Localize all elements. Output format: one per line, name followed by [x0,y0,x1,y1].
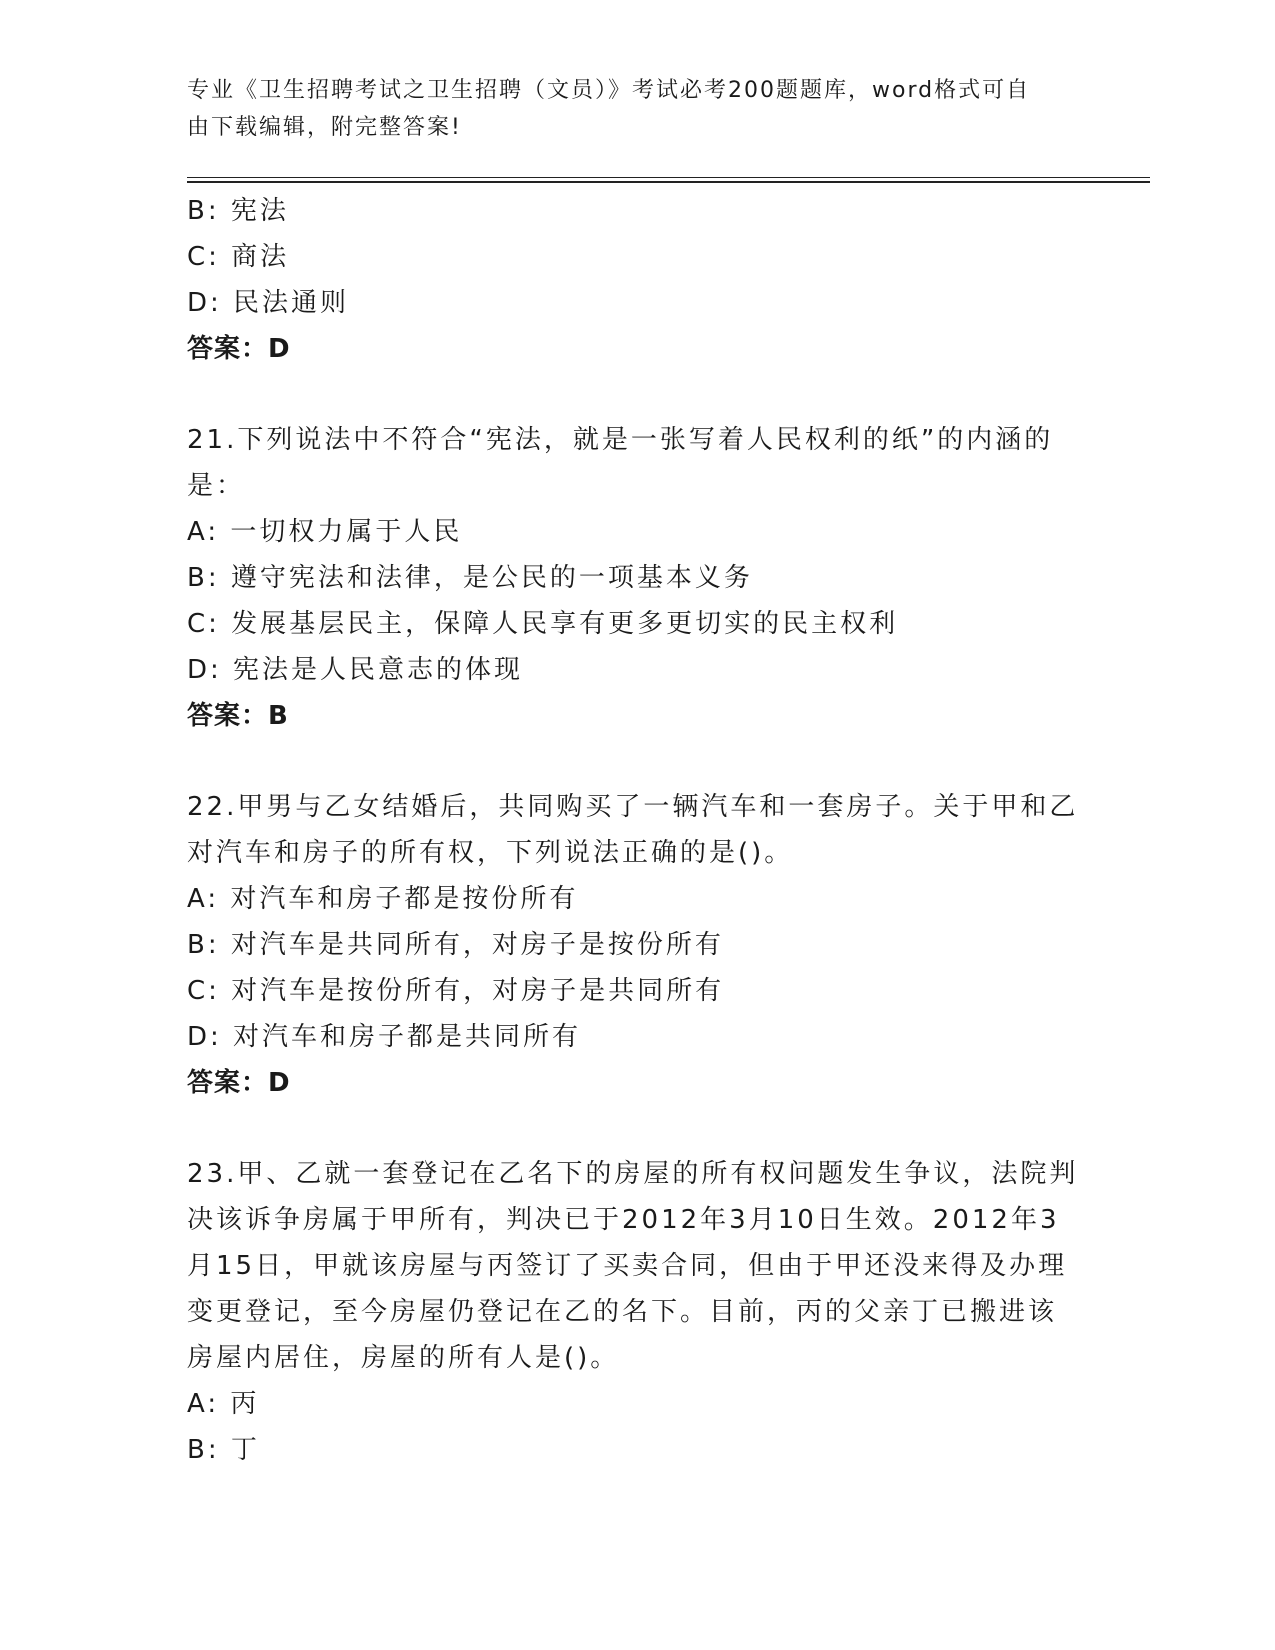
question-stem-line: 23.甲、乙就一套登记在乙名下的房屋的所有权问题发生争议，法院判 [187,1159,1079,1189]
answer-line: 答案：D [187,1068,291,1098]
question-stem-line: 对汽车和房子的所有权，下列说法正确的是()。 [187,838,794,868]
question-stem-line: 变更登记，至今房屋仍登记在乙的名下。目前，丙的父亲丁已搬进该 [187,1297,1058,1327]
answer-line: 答案：D [187,334,291,364]
question-20-tail [187,188,1067,372]
option-b: B: 遵守宪法和法律，是公民的一项基本义务 [187,563,753,593]
option-c: C: 发展基层民主，保障人民享有更多更切实的民主权利 [187,609,899,639]
option-d: D: 宪法是人民意志的体现 [187,655,524,685]
answer-line: 答案：B [187,701,289,731]
document-body [187,188,1079,1473]
question-21 [187,417,1067,739]
question-stem-line: 21.下列说法中不符合“宪法，就是一张写着人民权利的纸”的内涵的 [187,425,1054,455]
option-b: B: 宪法 [187,196,289,226]
option-c: C: 商法 [187,242,290,272]
question-stem-line: 月15日，甲就该房屋与丙签订了买卖合同，但由于甲还没来得及办理 [187,1251,1068,1281]
question-stem-line: 决该诉争房属于甲所有，判决已于2012年3月10日生效。2012年3 [187,1205,1060,1235]
question-stem-line: 是： [187,471,246,501]
option-a: A: 对汽车和房子都是按份所有 [187,884,579,914]
header-divider-thin [187,177,1150,178]
document-header [187,72,1067,146]
option-a: A: 一切权力属于人民 [187,517,463,547]
question-22 [187,784,1079,1106]
option-b: B: 丁 [187,1435,260,1465]
option-c: C: 对汽车是按份所有，对房子是共同所有 [187,976,725,1006]
question-23 [187,1151,1079,1473]
header-line-1: 专业《卫生招聘考试之卫生招聘（文员）》考试必考200题题库，word格式可自 [187,78,1031,103]
option-d: D: 民法通则 [187,288,350,318]
option-b: B: 对汽车是共同所有，对房子是按份所有 [187,930,724,960]
question-stem-line: 22.甲男与乙女结婚后，共同购买了一辆汽车和一套房子。关于甲和乙 [187,792,1079,822]
question-stem-line: 房屋内居住，房屋的所有人是()。 [187,1343,620,1373]
header-line-2: 由下载编辑，附完整答案! [187,115,462,140]
option-d: D: 对汽车和房子都是共同所有 [187,1022,582,1052]
header-divider-thick [187,181,1150,183]
option-a: A: 丙 [187,1389,260,1419]
